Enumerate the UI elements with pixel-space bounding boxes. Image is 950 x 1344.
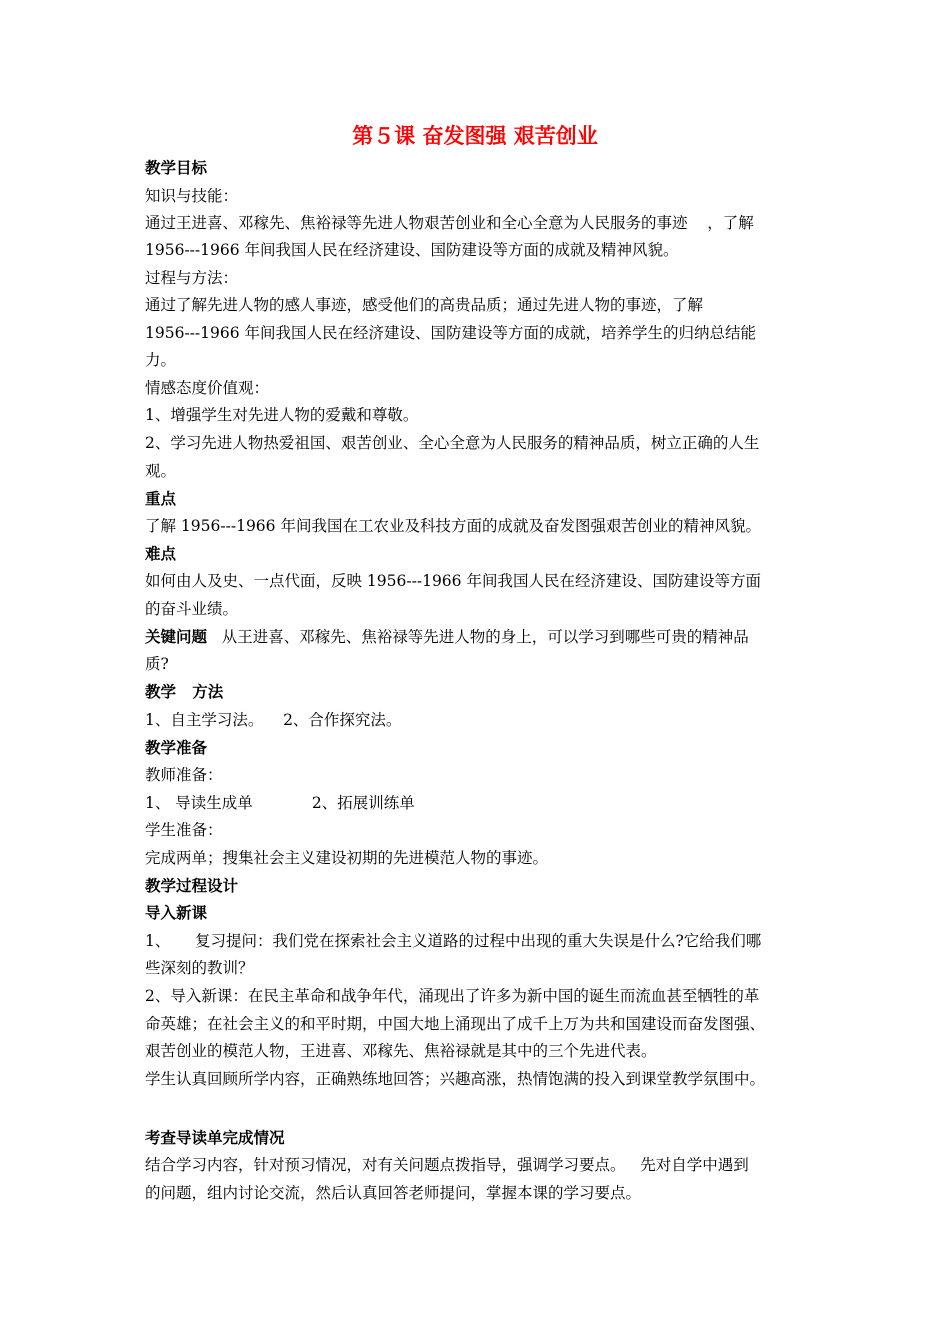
lesson-title: 第５课 奋发图强 艰苦创业 — [352, 124, 598, 148]
key-question-line-1 — [145, 627, 749, 647]
intro-item-2-line-2: 命英雄；在社会主义的和平时期，中国大地上涌现出了成千上万为共和国建设而奋发图强、 — [145, 1015, 766, 1033]
knowledge-label: 知识与技能： — [145, 187, 239, 205]
check-text-line-1: 结合学习内容，针对预习情况，对有关问题点拨指导，强调学习要点。 先对自学中遇到 — [145, 1156, 749, 1174]
check-text-line-2: 的问题，组内讨论交流，然后认真回答老师提问，掌握本课的学习要点。 — [145, 1184, 642, 1202]
difficulty-text-line-2: 的奋斗业绩。 — [145, 600, 239, 618]
key-point-heading: 重点 — [145, 490, 177, 508]
check-heading: 考查导读单完成情况 — [145, 1129, 285, 1147]
intro-item-2-line-1: 2、导入新课：在民主革命和战争年代，涌现出了许多为新中国的诞生而流血甚至牺牲的革 — [145, 987, 760, 1005]
key-question-heading: 关键问题 — [145, 628, 208, 646]
student-prep-text: 完成两单；搜集社会主义建设初期的先进模范人物的事迹。 — [145, 849, 549, 867]
intro-item-2-line-3: 艰苦创业的模范人物，王进喜、邓稼先、焦裕禄就是其中的三个先进代表。 — [145, 1042, 657, 1060]
emotion-item-2-line-1: 2、学习先进人物热爱祖国、艰苦创业、全心全意为人民服务的精神品质，树立正确的人生 — [145, 434, 760, 452]
intro-item-1-line-1: 1、 复习提问：我们党在探索社会主义道路的过程中出现的重大失误是什么?它给我们哪 — [145, 932, 762, 950]
knowledge-text-line-2: 1956---1966 年间我国人民在经济建设、国防建设等方面的成就及精神风貌。 — [145, 241, 679, 259]
method-heading: 教学 方法 — [145, 683, 224, 701]
process-text-line-3: 力。 — [145, 351, 177, 369]
process-text-line-1: 通过了解先进人物的感人事迹，感受他们的高贵品质；通过先进人物的事迹，了解 — [145, 296, 704, 314]
key-point-text: 了解 1956---1966 年间我国在工农业及科技方面的成就及奋发图强艰苦创业的精神风貌。 — [145, 517, 761, 535]
process-text-line-2: 1956---1966 年间我国人民在经济建设、国防建设等方面的成就，培养学生的归纳总结能 — [145, 324, 757, 342]
emotion-label: 情感态度价值观： — [145, 379, 270, 397]
student-prep-label: 学生准备： — [145, 821, 223, 839]
method-text: 1、自主学习法。 2、合作探究法。 — [145, 711, 402, 729]
difficulty-text-line-1: 如何由人及史、一点代面，反映 1956---1966 年间我国人民在经济建设、国防建设等方面 — [145, 572, 761, 590]
objectives-heading: 教学目标 — [145, 159, 208, 177]
emotion-item-1: 1、增强学生对先进人物的爱戴和尊敬。 — [145, 406, 419, 424]
intro-heading: 导入新课 — [145, 904, 208, 922]
preparation-heading: 教学准备 — [145, 739, 208, 757]
teacher-prep-label: 教师准备： — [145, 766, 223, 784]
process-design-heading: 教学过程设计 — [145, 877, 239, 895]
key-question-text: 从王进喜、邓稼先、焦裕禄等先进人物的身上，可以学习到哪些可贵的精神品 — [207, 628, 749, 646]
key-question-line-2: 质? — [145, 655, 169, 673]
knowledge-text-line-1: 通过王进喜、邓稼先、焦裕禄等先进人物艰苦创业和全心全意为人民服务的事迹 ，了解 — [145, 214, 754, 232]
teacher-prep-items: 1、 导读生成单 2、拓展训练单 — [145, 794, 415, 812]
emotion-item-2-line-2: 观。 — [145, 462, 177, 480]
difficulty-heading: 难点 — [145, 545, 177, 563]
intro-student-text: 学生认真回顾所学内容，正确熟练地回答；兴趣高涨，热情饱满的投入到课堂教学氛围中。 — [145, 1070, 766, 1088]
process-label: 过程与方法： — [145, 269, 239, 287]
intro-item-1-line-2: 些深刻的教训？ — [145, 959, 254, 977]
